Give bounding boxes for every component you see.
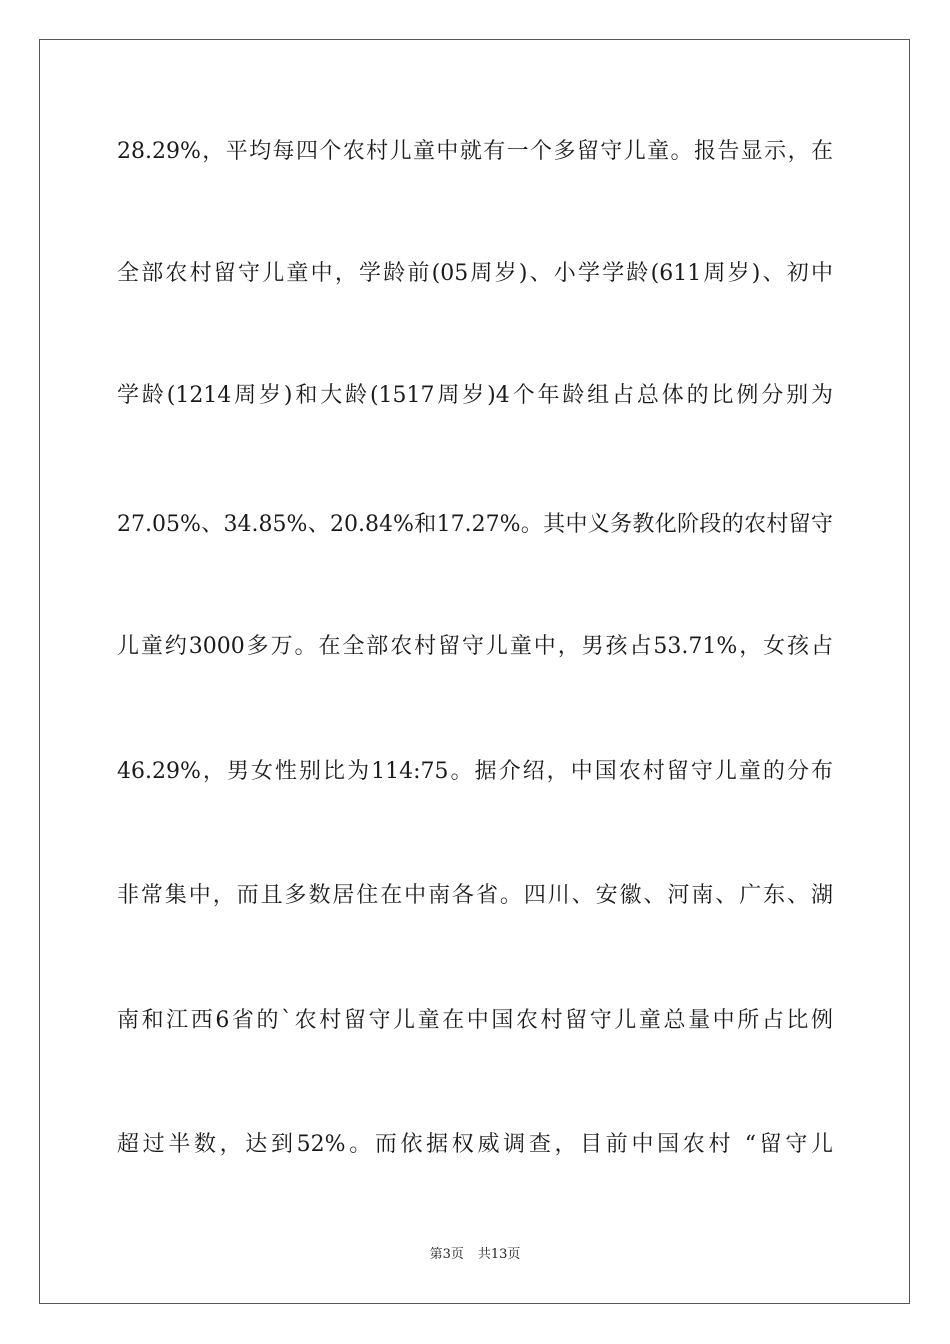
page-footer <box>0 1246 950 1264</box>
body-text-line: 超过半数，达到52%。而依据权威调查，目前中国农村 “留守儿 <box>117 1132 833 1157</box>
page-number: 第3页 <box>429 1247 464 1262</box>
body-text-line: 46.29%，男女性别比为114:75。据介绍，中国农村留守儿童的分布 <box>117 759 833 784</box>
body-text-line: 27.05%、34.85%、20.84%和17.27%。其中义务教化阶段的农村留守 <box>117 512 833 537</box>
body-text-line: 学龄(1214周岁)和大龄(1517周岁)4个年龄组占总体的比例分别为 <box>117 383 833 408</box>
body-text-line: 儿童约3000多万。在全部农村留守儿童中，男孩占53.71%，女孩占 <box>117 634 833 659</box>
body-text-line: 南和江西6省的`农村留守儿童在中国农村留守儿童总量中所占比例 <box>117 1008 833 1033</box>
body-text-line: 28.29%，平均每四个农村儿童中就有一个多留守儿童。报告显示，在 <box>117 139 833 164</box>
page-border <box>39 39 910 1304</box>
page-total: 共13页 <box>477 1247 521 1262</box>
body-text-line: 非常集中，而且多数居住在中南各省。四川、安徽、河南、广东、湖 <box>117 883 833 908</box>
body-text-line: 全部农村留守儿童中，学龄前(05周岁)、小学学龄(611周岁)、初中 <box>117 261 833 286</box>
